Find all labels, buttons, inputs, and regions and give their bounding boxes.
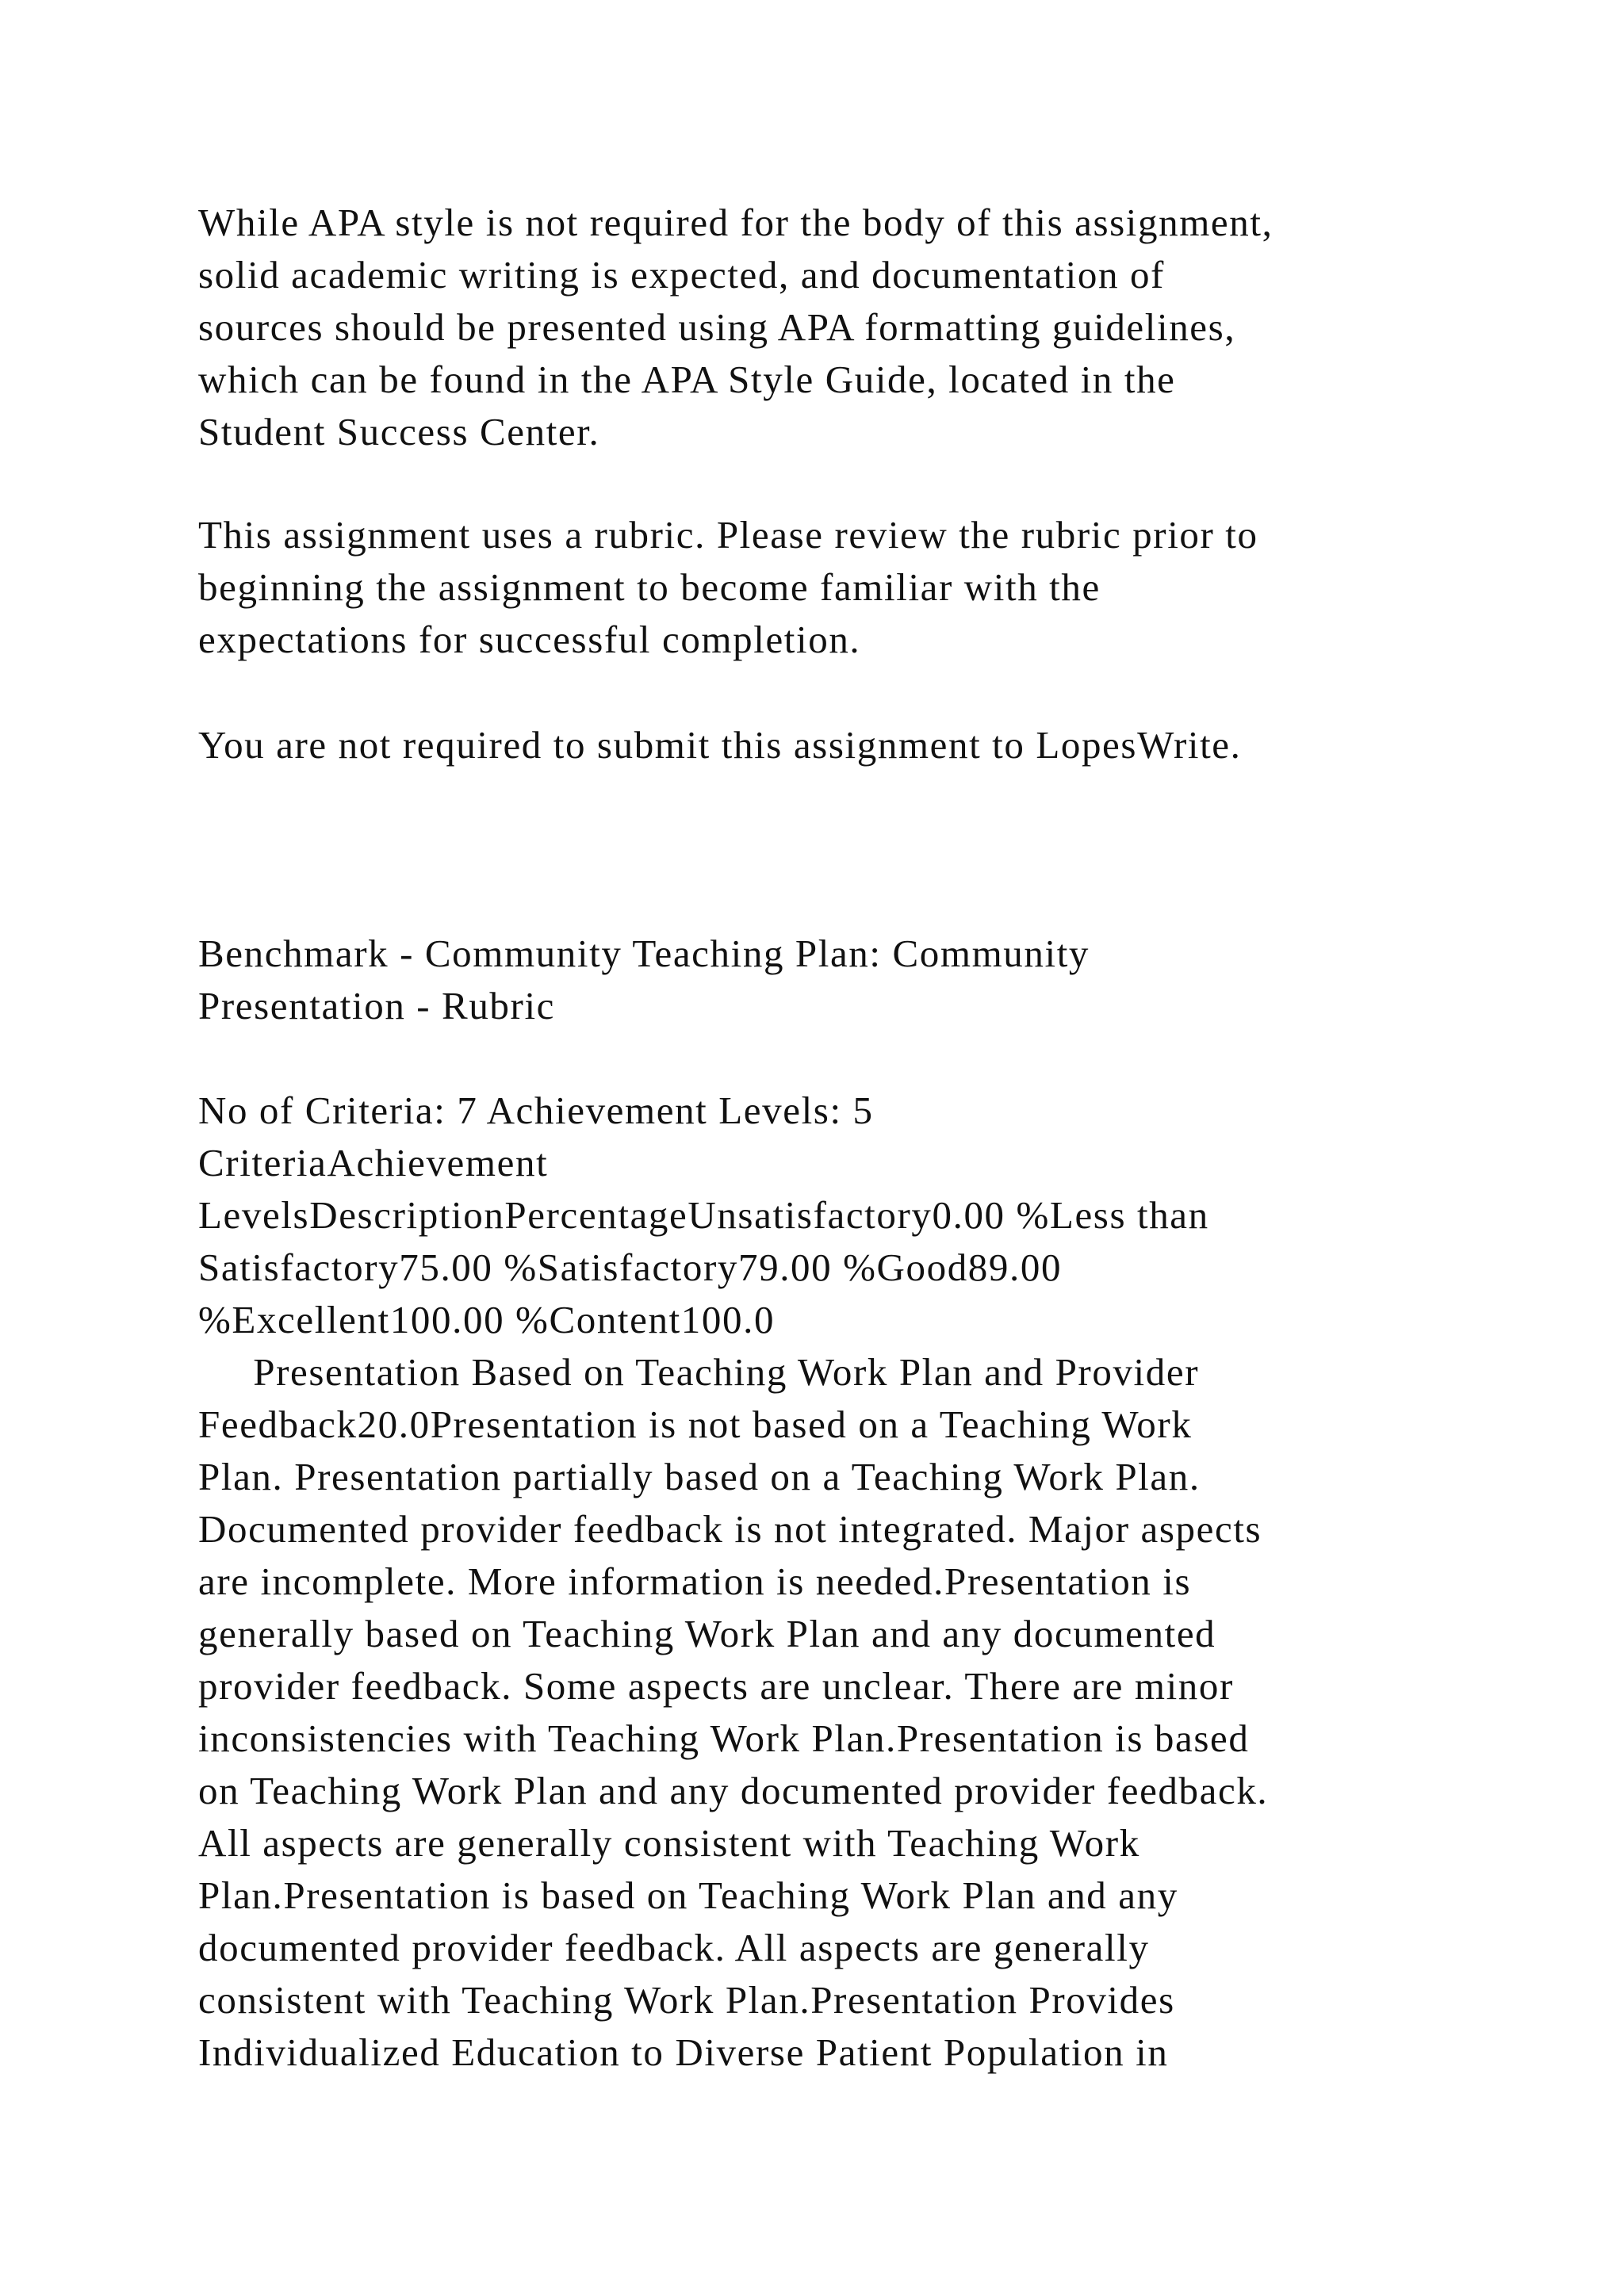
text-line: Plan. Presentation partially based on a Teaching Work Plan.: [198, 1455, 1201, 1498]
text-line: You are not required to submit this assignment to LopesWrite.: [198, 723, 1242, 767]
text-line: Plan.Presentation is based on Teaching Work Plan and any: [198, 1873, 1178, 1917]
text-line: Documented provider feedback is not integrated. Major aspects: [198, 1507, 1262, 1551]
text-line: Presentation Based on Teaching Work Plan and Provider: [198, 1350, 1200, 1394]
text-line: beginning the assignment to become familiar with the: [198, 565, 1101, 609]
text-line: %Excellent100.00 %Content100.0: [198, 1298, 776, 1341]
rubric-title: [198, 928, 1546, 1032]
text-line: generally based on Teaching Work Plan and any documented: [198, 1612, 1216, 1655]
text-line: Student Success Center.: [198, 410, 600, 453]
text-line: This assignment uses a rubric. Please review the rubric prior to: [198, 513, 1258, 557]
text-line: solid academic writing is expected, and documentation of: [198, 253, 1165, 297]
apa-guidance-paragraph: [198, 197, 1546, 458]
text-line: While APA style is not required for the body of this assignment,: [198, 201, 1274, 244]
text-line: provider feedback. Some aspects are unclear. There are minor: [198, 1664, 1234, 1708]
text-line: Individualized Education to Diverse Patient Population in: [198, 2030, 1169, 2074]
text-line: documented provider feedback. All aspects are generally: [198, 1926, 1150, 1969]
text-line: All aspects are generally consistent with Teaching Work: [198, 1821, 1140, 1865]
text-line: LevelsDescriptionPercentageUnsatisfactory0.00 %Less than: [198, 1193, 1209, 1237]
text-line: No of Criteria: 7 Achievement Levels: 5: [198, 1089, 874, 1132]
text-line: are incomplete. More information is needed.Presentation is: [198, 1559, 1192, 1603]
text-line: expectations for successful completion.: [198, 618, 861, 661]
rubric-body: [198, 1085, 1546, 2079]
text-line: Benchmark - Community Teaching Plan: Community: [198, 932, 1090, 975]
text-line: Feedback20.0Presentation is not based on a Teaching Work: [198, 1402, 1193, 1446]
rubric-notice-paragraph: [198, 509, 1546, 666]
text-line: Presentation - Rubric: [198, 984, 556, 1027]
text-line: sources should be presented using APA formatting guidelines,: [198, 305, 1236, 349]
text-line: consistent with Teaching Work Plan.Presentation Provides: [198, 1978, 1175, 2022]
text-line: Satisfactory75.00 %Satisfactory79.00 %Good89.00: [198, 1246, 1063, 1289]
text-line: CriteriaAchievement: [198, 1141, 549, 1184]
text-line: inconsistencies with Teaching Work Plan.Presentation is based: [198, 1716, 1250, 1760]
text-line: on Teaching Work Plan and any documented provider feedback.: [198, 1769, 1269, 1812]
text-line: which can be found in the APA Style Guide, located in the: [198, 358, 1176, 401]
lopeswrite-notice-paragraph: [198, 719, 1546, 771]
